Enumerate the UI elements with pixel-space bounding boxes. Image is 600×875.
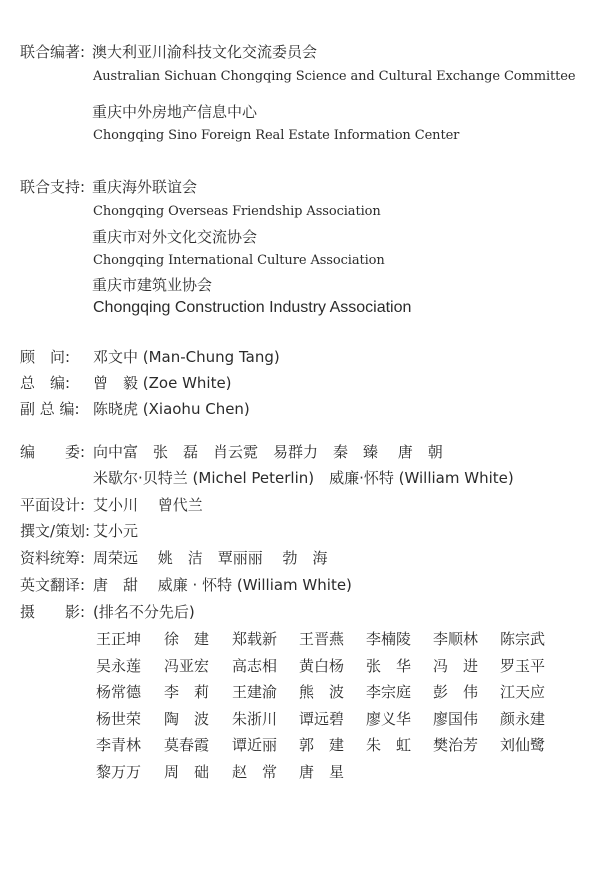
photographer-name: 黎万万 [96, 762, 142, 781]
photographer-name: 陈宗武 [500, 630, 546, 648]
photographer-name: 张 华 [366, 656, 412, 675]
photographer-name: 杨世荣 [96, 709, 142, 728]
photographer-name: 李宗庭 [366, 683, 412, 701]
photographer-name: 彭 伟 [433, 683, 479, 701]
deputy-editor-value: 陈晓虎 (Xiaohu Chen) [93, 400, 250, 418]
writing-value: 艾小元 [93, 522, 139, 540]
advisor-value: 邓文中 (Man-Chung Tang) [93, 348, 280, 366]
editorial-line-2: 米歇尔·贝特兰 (Michel Peterlin) 威廉·怀特 (William White) [93, 469, 514, 487]
data-compilation-value: 周荣远 姚 洁 覃丽丽 勃 海 [93, 549, 328, 567]
chief-editor-value: 曾 毅 (Zoe White) [93, 374, 232, 392]
deputy-editor-label: 副 总 编: [20, 400, 80, 418]
photographer-name: 郭 建 [299, 736, 345, 754]
photographer-name: 冯 进 [433, 656, 479, 675]
photographer-name: 罗玉平 [500, 656, 546, 675]
photographer-name: 颜永建 [500, 709, 546, 728]
co-support-2-cn: 重庆市对外文化交流协会 [92, 228, 258, 246]
translation-value: 唐 甜 威廉 · 怀特 (William White) [93, 576, 352, 594]
photographer-name: 陶 波 [164, 709, 210, 728]
photographer-name: 朱浙川 [232, 709, 278, 728]
co-editors-label: 联合编著: [20, 43, 86, 61]
co-support-2-en: Chongqing International Culture Association [93, 253, 385, 268]
photographer-name: 廖国伟 [433, 709, 479, 728]
writing-label: 撰文/策划: [20, 522, 91, 540]
photographer-name: 莫春霞 [164, 736, 210, 754]
graphic-design-value: 艾小川 曾代兰 [93, 496, 203, 514]
co-support-label: 联合支持: [20, 178, 86, 196]
co-support-3-cn: 重庆市建筑业协会 [92, 276, 213, 294]
graphic-design-label: 平面设计: [20, 496, 86, 514]
photographer-name: 王晋燕 [299, 630, 345, 648]
translation-label: 英文翻译: [20, 576, 86, 594]
photography-label: 摄 影: [20, 603, 86, 621]
photographer-name: 王建渝 [232, 683, 278, 701]
advisor-label: 顾 问: [20, 348, 71, 366]
chief-editor-label: 总 编: [20, 374, 71, 392]
photographer-name: 赵 常 [232, 762, 278, 781]
photography-note: (排名不分先后) [93, 603, 195, 621]
photographer-name: 李青林 [96, 736, 142, 754]
photographer-name: 唐 星 [299, 762, 345, 781]
photographer-name: 廖义华 [366, 709, 412, 728]
photographer-name: 谭远碧 [299, 709, 345, 728]
photographer-name: 李 莉 [164, 683, 210, 701]
photographer-name: 熊 波 [299, 683, 345, 701]
photographer-name: 周 础 [164, 762, 210, 781]
co-editor-2-en: Chongqing Sino Foreign Real Estate Information Center [93, 128, 460, 143]
photographer-name: 徐 建 [164, 630, 210, 648]
photographer-name: 吴永莲 [96, 656, 142, 675]
photographer-name: 郑载新 [232, 630, 278, 648]
co-support-1-en: Chongqing Overseas Friendship Association [93, 204, 381, 219]
editorial-line-1: 向中富 张 磊 肖云霓 易群力 秦 臻 唐 朝 [93, 443, 443, 461]
co-support-3-en: Chongqing Construction Industry Association [93, 299, 412, 316]
photographer-name: 高志相 [232, 656, 278, 675]
editorial-label: 编 委: [20, 443, 86, 461]
photographer-name: 黄白杨 [299, 656, 345, 675]
photographer-name: 朱 虹 [366, 736, 412, 754]
co-support-1-cn: 重庆海外联谊会 [92, 178, 198, 196]
photographer-name: 李楠陵 [366, 630, 412, 648]
photographer-name: 李顺林 [433, 630, 479, 648]
co-editor-2-cn: 重庆中外房地产信息中心 [92, 103, 258, 121]
photographer-name: 杨常德 [96, 683, 142, 701]
photographer-name: 樊治芳 [433, 736, 479, 754]
co-editor-1-cn: 澳大利亚川渝科技文化交流委员会 [92, 43, 318, 61]
photographer-name: 谭近丽 [232, 736, 278, 754]
photographer-name: 刘仙鹭 [500, 736, 546, 754]
data-compilation-label: 资料统筹: [20, 549, 86, 567]
co-editor-1-en: Australian Sichuan Chongqing Science and Cultural Exchange Committee [93, 69, 576, 84]
photographer-name: 冯亚宏 [164, 656, 210, 675]
photographer-name: 江天应 [500, 683, 546, 701]
photographer-name: 王正坤 [96, 630, 142, 648]
